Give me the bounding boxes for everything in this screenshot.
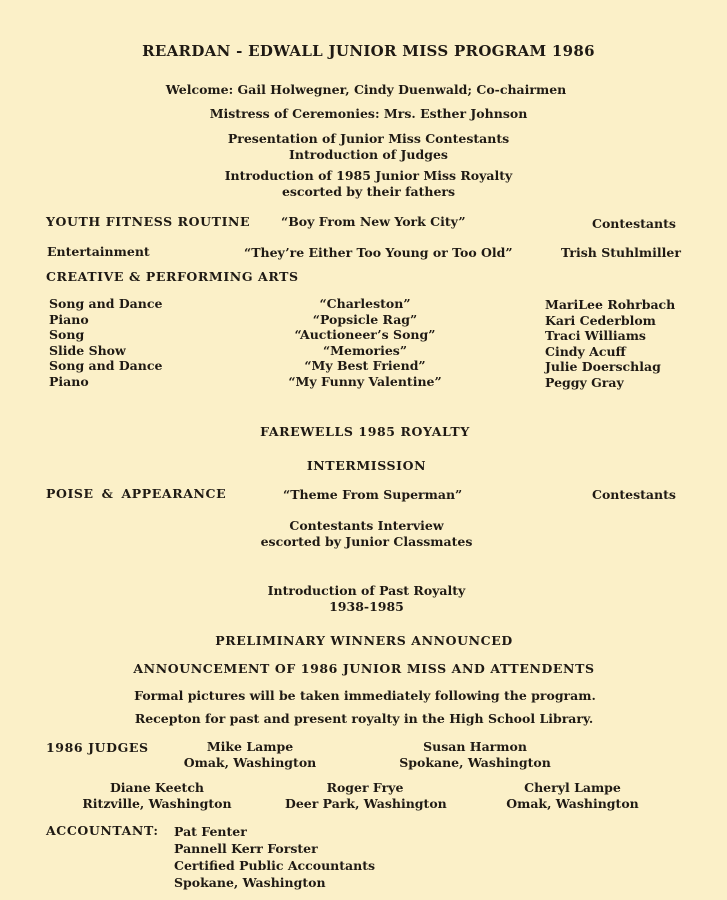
- past-royalty-line: Introduction of Past Royalty: [267, 583, 466, 598]
- act-type: Piano: [49, 311, 89, 327]
- accountant-title: Certified Public Accountants: [174, 858, 376, 873]
- act-performer: Peggy Gray: [545, 374, 624, 390]
- interview-line: Contestants Interview: [289, 518, 444, 533]
- act-type: Slide Show: [49, 342, 126, 358]
- judge-name: Mike Lampe: [206, 739, 294, 754]
- act-title: “My Funny Valentine”: [288, 373, 442, 389]
- accountant-details: [174, 823, 375, 891]
- program-title: REARDAN - EDWALL JUNIOR MISS PROGRAM 1986: [142, 42, 595, 60]
- act-type: Song and Dance: [49, 296, 163, 311]
- act-title: “Auctioneer’s Song”: [294, 327, 436, 343]
- judge-name: Diane Keetch: [109, 780, 205, 795]
- judge-entry: [285, 780, 445, 812]
- act-title: “Memories”: [322, 342, 408, 358]
- act-title: “Charleston”: [319, 296, 411, 311]
- act-type: Piano: [49, 373, 89, 389]
- interview-escort-line: escorted by Junior Classmates: [260, 534, 473, 549]
- judge-place: Deer Park, Washington: [285, 796, 447, 811]
- youth-fitness-song: “Boy From New York City”: [281, 214, 466, 229]
- act-type: Song and Dance: [49, 358, 163, 374]
- judges-intro-line: Introduction of Judges: [289, 147, 448, 162]
- past-royalty-block: [0, 583, 727, 615]
- royalty-intro-block: [0, 168, 727, 200]
- reception-note: Recepton for past and present royalty in the High School Library.: [134, 711, 594, 726]
- poise-song: “Theme From Superman”: [283, 487, 463, 502]
- judge-entry: [82, 780, 232, 812]
- act-performer: Traci Williams: [545, 328, 646, 344]
- announcement-heading: ANNOUNCEMENT OF 1986 JUNIOR MISS AND ATTENDENTS: [133, 661, 595, 676]
- farewells-heading: FAREWELLS 1985 ROYALTY: [260, 424, 470, 439]
- youth-fitness-performer: Contestants: [592, 216, 676, 231]
- interview-block: [0, 518, 727, 550]
- judge-entry: [395, 739, 555, 771]
- judge-name: Cheryl Lampe: [524, 780, 621, 795]
- welcome-line: Welcome: Gail Holwegner, Cindy Duenwald; Co-chairmen: [165, 82, 567, 97]
- judges-heading: 1986 JUDGES: [46, 740, 149, 755]
- act-performer: Kari Cederblom: [545, 312, 656, 328]
- judge-entry: [500, 780, 645, 812]
- judge-entry: [180, 739, 320, 771]
- royalty-intro-line: Introduction of 1985 Junior Miss Royalty: [224, 168, 513, 183]
- act-types-column: [49, 296, 162, 390]
- royalty-escort-line: escorted by their fathers: [281, 184, 456, 199]
- judge-place: Omak, Washington: [506, 796, 639, 811]
- accountant-name: Pat Fenter: [174, 824, 247, 839]
- act-performer: Cindy Acuff: [545, 343, 626, 359]
- judge-name: Susan Harmon: [423, 739, 527, 754]
- act-performer: MariLee Rohrbach: [545, 297, 676, 312]
- entertainment-label: Entertainment: [47, 244, 150, 259]
- act-type: Song: [49, 327, 85, 343]
- accountant-label: ACCOUNTANT:: [46, 823, 159, 838]
- entertainment-performer: Trish Stuhlmiller: [561, 245, 681, 260]
- act-title: “Popsicle Rag”: [312, 311, 418, 327]
- preliminary-heading: PRELIMINARY WINNERS ANNOUNCED: [215, 633, 513, 648]
- presentation-block: [0, 131, 727, 163]
- accountant-firm: Pannell Kerr Forster: [174, 841, 318, 856]
- presentation-line: Presentation of Junior Miss Contestants: [227, 131, 510, 146]
- judge-place: Omak, Washington: [183, 755, 317, 770]
- past-royalty-years: 1938-1985: [329, 599, 404, 614]
- act-title: “My Best Friend”: [304, 358, 426, 374]
- poise-performer: Contestants: [592, 487, 676, 502]
- youth-fitness-label: YOUTH FITNESS ROUTINE: [46, 214, 251, 229]
- entertainment-song: “They’re Either Too Young or Too Old”: [244, 245, 513, 260]
- accountant-city: Spokane, Washington: [174, 875, 326, 890]
- act-titles-column: [265, 296, 465, 390]
- judge-place: Spokane, Washington: [399, 755, 551, 770]
- act-performer: Julie Doerschlag: [545, 359, 661, 375]
- intermission-heading: INTERMISSION: [306, 458, 427, 473]
- judge-place: Ritzville, Washington: [82, 796, 232, 811]
- poise-label: POISE & APPEARANCE: [46, 486, 227, 501]
- formal-pictures-note: Formal pictures will be taken immediately following the program.: [134, 688, 596, 703]
- creative-heading: CREATIVE & PERFORMING ARTS: [46, 269, 299, 284]
- act-performers-column: [545, 297, 675, 391]
- mistress-line: Mistress of Ceremonies: Mrs. Esther Johnson: [209, 106, 528, 121]
- judge-name: Roger Frye: [326, 780, 404, 795]
